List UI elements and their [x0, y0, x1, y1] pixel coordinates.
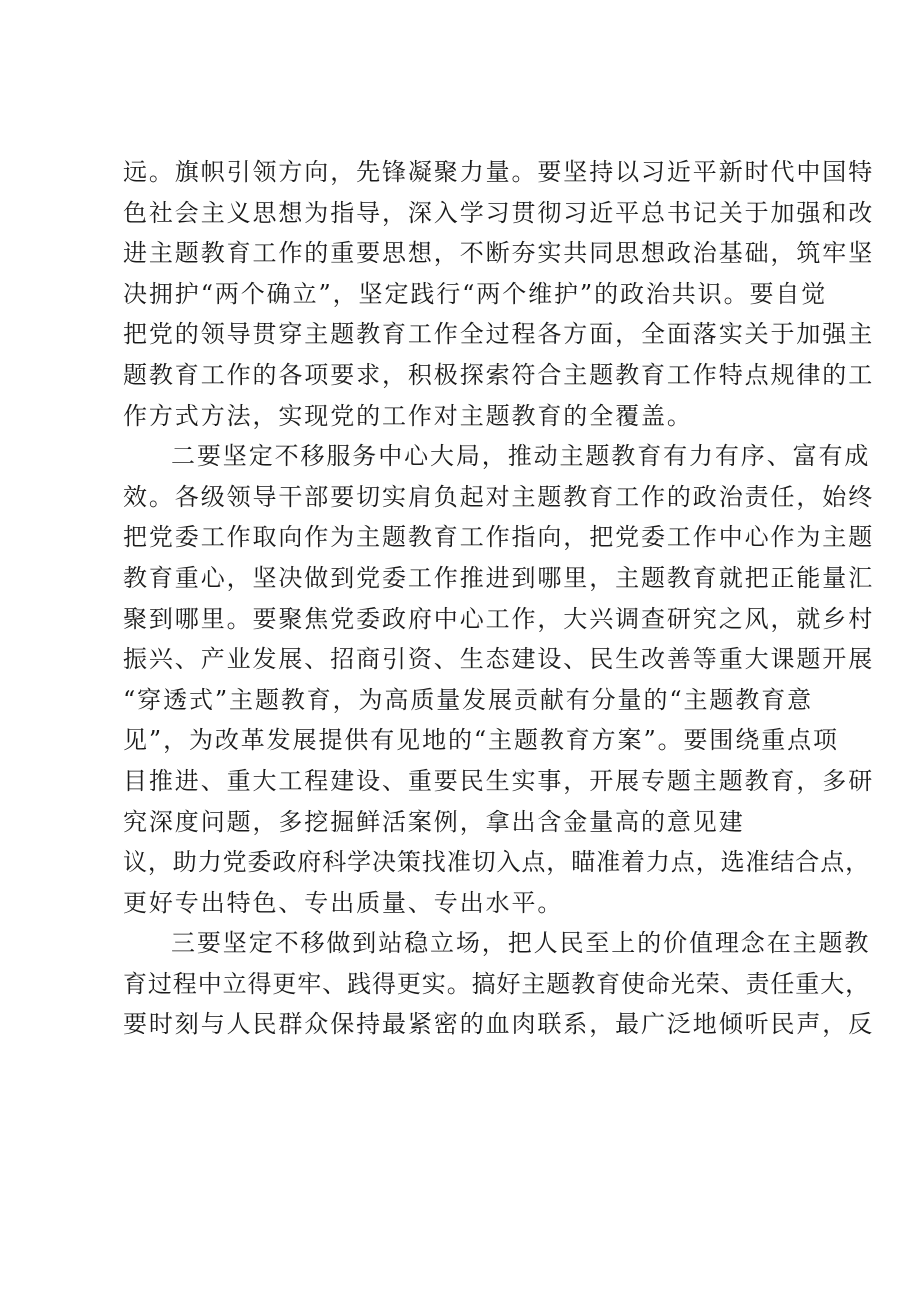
text-line: 进主题教育工作的重要思想，不断夯实共同思想政治基础，筑牢坚 [123, 239, 875, 268]
text-line: 见”，为改革发展提供有见地的“主题教育方案”。要围绕重点项 [123, 726, 839, 755]
text-line: 把党委工作取向作为主题教育工作指向，把党委工作中心作为主题 [123, 523, 875, 552]
paragraph-1 [123, 152, 875, 436]
paragraph-3 [123, 923, 875, 1045]
text-line: 更好专出特色、专出质量、专出水平。 [123, 888, 564, 917]
text-line: 究深度问题，多挖掘鲜活案例，拿出含金量高的意见建 [123, 807, 745, 836]
text-line: 远。旗帜引领方向，先锋凝聚力量。要坚持以习近平新时代中国特 [123, 158, 875, 186]
text-line: 振兴、产业发展、招商引资、生态建设、民生改善等重大课题开展 [123, 645, 875, 674]
document-body [123, 152, 875, 1045]
text-line: 目推进、重大工程建设、重要民生实事，开展专题主题教育，多研 [123, 766, 875, 795]
text-line: 把党的领导贯穿主题教育工作全过程各方面，全面落实关于加强主 [123, 320, 875, 349]
text-line: 作方式方法，实现党的工作对主题教育的全覆盖。 [123, 401, 693, 430]
text-line: 议，助力党委政府科学决策找准切入点，瞄准着力点，选准结合点， [123, 848, 870, 877]
text-line: 决拥护“两个确立”，坚定践行“两个维护”的政治共识。要自觉 [123, 279, 828, 308]
text-line: 要时刻与人民群众保持最紧密的血肉联系，最广泛地倾听民声，反 [123, 1010, 875, 1039]
text-line: 题教育工作的各项要求，积极探索符合主题教育工作特点规律的工 [123, 360, 875, 389]
text-line: 二要坚定不移服务中心大局，推动主题教育有力有序、富有成 [171, 442, 871, 471]
text-line: 教育重心，坚决做到党委工作推进到哪里，主题教育就把正能量汇 [123, 563, 875, 592]
paragraph-2 [123, 436, 875, 923]
text-line: 聚到哪里。要聚焦党委政府中心工作，大兴调查研究之风，就乡村 [123, 604, 875, 633]
text-line: 三要坚定不移做到站稳立场，把人民至上的价值理念在主题教 [171, 929, 871, 958]
text-line: 育过程中立得更牢、践得更实。搞好主题教育使命光荣、责任重大， [123, 969, 870, 998]
text-line: 色社会主义思想为指导，深入学习贯彻习近平总书记关于加强和改 [123, 198, 875, 227]
text-line: 效。各级领导干部要切实肩负起对主题教育工作的政治责任，始终 [123, 482, 875, 511]
text-line: “穿透式”主题教育，为高质量发展贡献有分量的“主题教育意 [123, 685, 814, 714]
